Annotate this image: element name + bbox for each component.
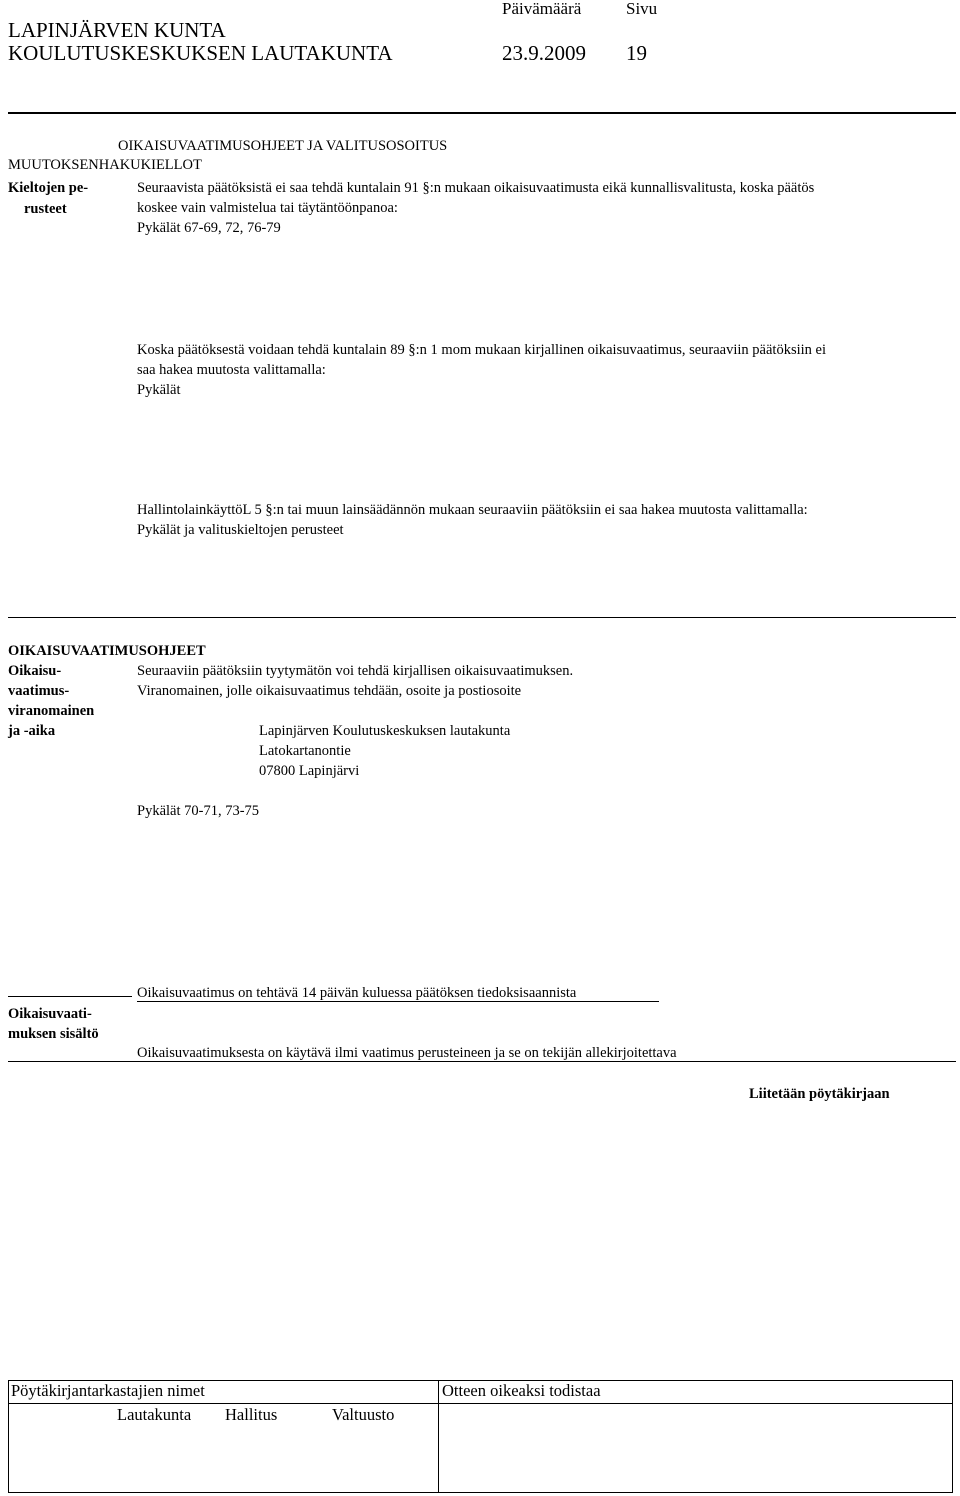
instructions-line-1: Seuraaviin päätöksiin tyytymätön voi tehdä kirjallisen oikaisuvaatimuksen. bbox=[137, 663, 574, 679]
authority-street: Latokartanontie bbox=[259, 743, 351, 759]
footer-left-border bbox=[8, 1380, 9, 1493]
checkers-label: Pöytäkirjantarkastajien nimet bbox=[11, 1381, 205, 1400]
bans-paragraph-3-line-1: HallintolainkäyttöL 5 §:n tai muun lainsäädännön mukaan seuraaviin päätöksiin ei saa hakea muutosta valittamalla: bbox=[137, 502, 808, 518]
page-number: 19 bbox=[626, 41, 647, 65]
authority-name: Lapinjärven Koulutuskeskuksen lautakunta bbox=[259, 723, 511, 739]
attached-note: Liitetään pöytäkirjaan bbox=[749, 1086, 890, 1102]
bans-paragraph-3-line-2: Pykälät ja valituskieltojen perusteet bbox=[137, 522, 344, 538]
municipality-name: LAPINJÄRVEN KUNTA bbox=[8, 18, 226, 42]
bans-paragraph-1-line-2: koskee vain valmistelua tai täytäntöönpanoa: bbox=[137, 200, 398, 216]
footer-right-border bbox=[952, 1380, 953, 1493]
content-requirements: Oikaisuvaatimuksesta on käytävä ilmi vaatimus perusteineen ja se on tekijän allekirjoitettava bbox=[137, 1045, 677, 1061]
content-deadline: Oikaisuvaatimus on tehtävä 14 päivän kuluessa päätöksen tiedoksisaannista bbox=[137, 985, 577, 1001]
bans-heading: MUUTOKSENHAKUKIELLOT bbox=[8, 157, 202, 173]
header-rule bbox=[8, 112, 956, 114]
bans-side-label: Kieltojen pe- bbox=[8, 180, 89, 196]
page-label: Sivu bbox=[626, 0, 658, 18]
footer-table-mid bbox=[8, 1403, 953, 1404]
bans-side-label-2: rusteet bbox=[24, 201, 67, 217]
date-label: Päivämäärä bbox=[502, 0, 582, 18]
content-side-rule-top bbox=[8, 996, 132, 997]
content-bottom-rule bbox=[8, 1061, 956, 1062]
authority-postal: 07800 Lapinjärvi bbox=[259, 763, 360, 779]
bans-paragraph-2-sections: Pykälät bbox=[137, 382, 181, 398]
instructions-side-label-2: vaatimus- bbox=[8, 683, 70, 699]
committee-label: Lautakunta bbox=[117, 1405, 192, 1424]
bans-paragraph-1-line-1: Seuraavista päätöksistä ei saa tehdä kuntalain 91 §:n mukaan oikaisuvaatimusta eikä kunnallisvalitusta, koska päätös bbox=[137, 180, 815, 196]
bans-paragraph-1-sections: Pykälät 67-69, 72, 76-79 bbox=[137, 220, 281, 236]
council-label: Valtuusto bbox=[332, 1405, 395, 1424]
instructions-rule bbox=[8, 617, 956, 618]
instructions-side-label-4: ja -aika bbox=[8, 723, 56, 739]
instructions-side-label-3: viranomainen bbox=[8, 703, 95, 719]
certified-label: Otteen oikeaksi todistaa bbox=[442, 1381, 601, 1400]
document-title: OIKAISUVAATIMUSOHJEET JA VALITUSOSOITUS bbox=[118, 138, 448, 154]
instructions-heading: OIKAISUVAATIMUSOHJEET bbox=[8, 643, 206, 659]
instructions-line-2: Viranomainen, jolle oikaisuvaatimus tehdään, osoite ja postiosoite bbox=[137, 683, 522, 699]
instructions-side-label-1: Oikaisu- bbox=[8, 663, 62, 679]
bans-paragraph-2-line-2: saa hakea muutosta valittamalla: bbox=[137, 362, 326, 378]
content-side-label-2: muksen sisältö bbox=[8, 1026, 99, 1042]
bans-paragraph-2-line-1: Koska päätöksestä voidaan tehdä kuntalain 89 §:n 1 mom mukaan kirjallinen oikaisuvaatimus, seuraaviin päätöksiin ei bbox=[137, 342, 826, 358]
board-label: Hallitus bbox=[225, 1405, 278, 1424]
document-date: 23.9.2009 bbox=[502, 41, 586, 65]
footer-divider bbox=[438, 1380, 439, 1493]
board-name: KOULUTUSKESKUKSEN LAUTAKUNTA bbox=[8, 41, 393, 65]
footer-table-bottom bbox=[8, 1492, 953, 1493]
content-deadline-rule bbox=[137, 1001, 659, 1002]
content-side-label-1: Oikaisuvaati- bbox=[8, 1006, 92, 1022]
instructions-sections: Pykälät 70-71, 73-75 bbox=[137, 803, 260, 819]
